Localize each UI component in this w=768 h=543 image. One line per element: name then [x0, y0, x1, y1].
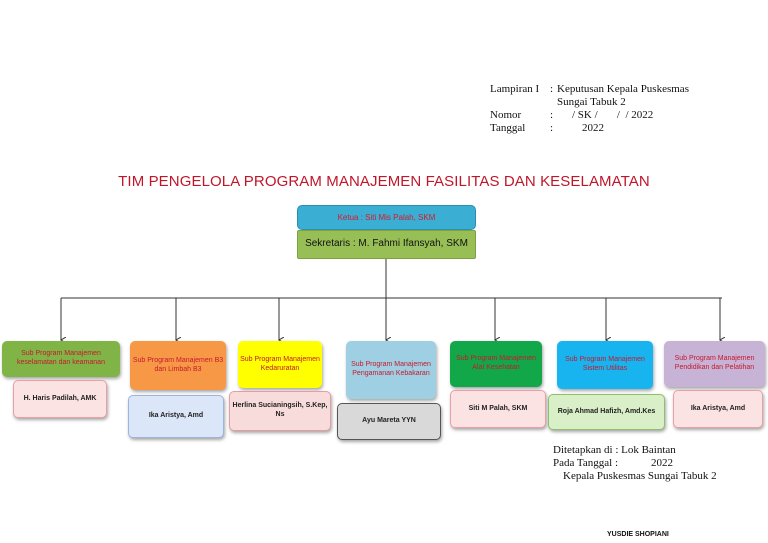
lampiran-value-2: Sungai Tabuk 2	[557, 96, 626, 108]
sub-program-box-2: Sub Program Manajemen B3 dan Limbah B3	[130, 341, 226, 390]
jabatan-text: Kepala Puskesmas Sungai Tabuk 2	[563, 470, 717, 482]
nomor-value: / SK / / / 2022	[572, 109, 654, 121]
pada-tanggal-value: 2022	[651, 457, 673, 469]
signature-block	[553, 444, 717, 483]
sub-program-box-1: Sub Program Manajemen keselamatan dan keamanan	[2, 341, 120, 377]
pada-tanggal-row	[553, 457, 717, 470]
signatory-name: YUSDIE SHOPIANI	[607, 531, 669, 538]
lampiran-label: Lampiran I	[490, 83, 540, 95]
sub-program-box-5: Sub Program Manajemen Alat Kesehatan	[450, 341, 542, 387]
tanggal-label: Tanggal	[490, 122, 526, 134]
sub-program-box-4: Sub Program Manajemen Pengamanan Kebakaran	[346, 341, 436, 399]
page-title: TIM PENGELOLA PROGRAM MANAJEMEN FASILITAS DAN KESELAMATAN	[118, 173, 650, 190]
person-box-6: Roja Ahmad Hafizh, Amd.Kes	[548, 394, 665, 430]
pada-tanggal-label: Pada Tanggal :	[553, 457, 619, 469]
person-box-4: Ayu Mareta YYN	[337, 403, 441, 440]
sub-program-box-6: Sub Program Manajemen Sistem Utilitas	[557, 341, 653, 389]
tanggal-value: 2022	[582, 122, 604, 134]
lampiran-colon: :	[550, 83, 554, 95]
nomor-label: Nomor	[490, 109, 522, 121]
person-box-5: Siti M Palah, SKM	[450, 390, 546, 428]
person-box-1: H. Haris Padilah, AMK	[13, 380, 107, 418]
sekretaris-box: Sekretaris : M. Fahmi Ifansyah, SKM	[297, 230, 476, 259]
person-box-7: Ika Aristya, Amd	[673, 390, 763, 428]
ditetapkan-text: Ditetapkan di : Lok Baintan	[553, 444, 676, 456]
person-box-2: Ika Aristya, Amd	[128, 395, 224, 438]
sub-program-box-7: Sub Program Manajemen Pendidikan dan Pelatihan	[664, 341, 765, 387]
tanggal-colon: :	[550, 122, 554, 134]
nomor-colon: :	[550, 109, 554, 121]
sub-program-box-3: Sub Program Manajemen Kedaruratan	[238, 341, 322, 388]
lampiran-value-1: Keputusan Kepala Puskesmas	[557, 83, 689, 95]
ketua-box: Ketua : Siti Mis Palah, SKM	[297, 205, 476, 230]
person-box-3: Herlina Sucianingsih, S.Kep, Ns	[229, 391, 331, 431]
